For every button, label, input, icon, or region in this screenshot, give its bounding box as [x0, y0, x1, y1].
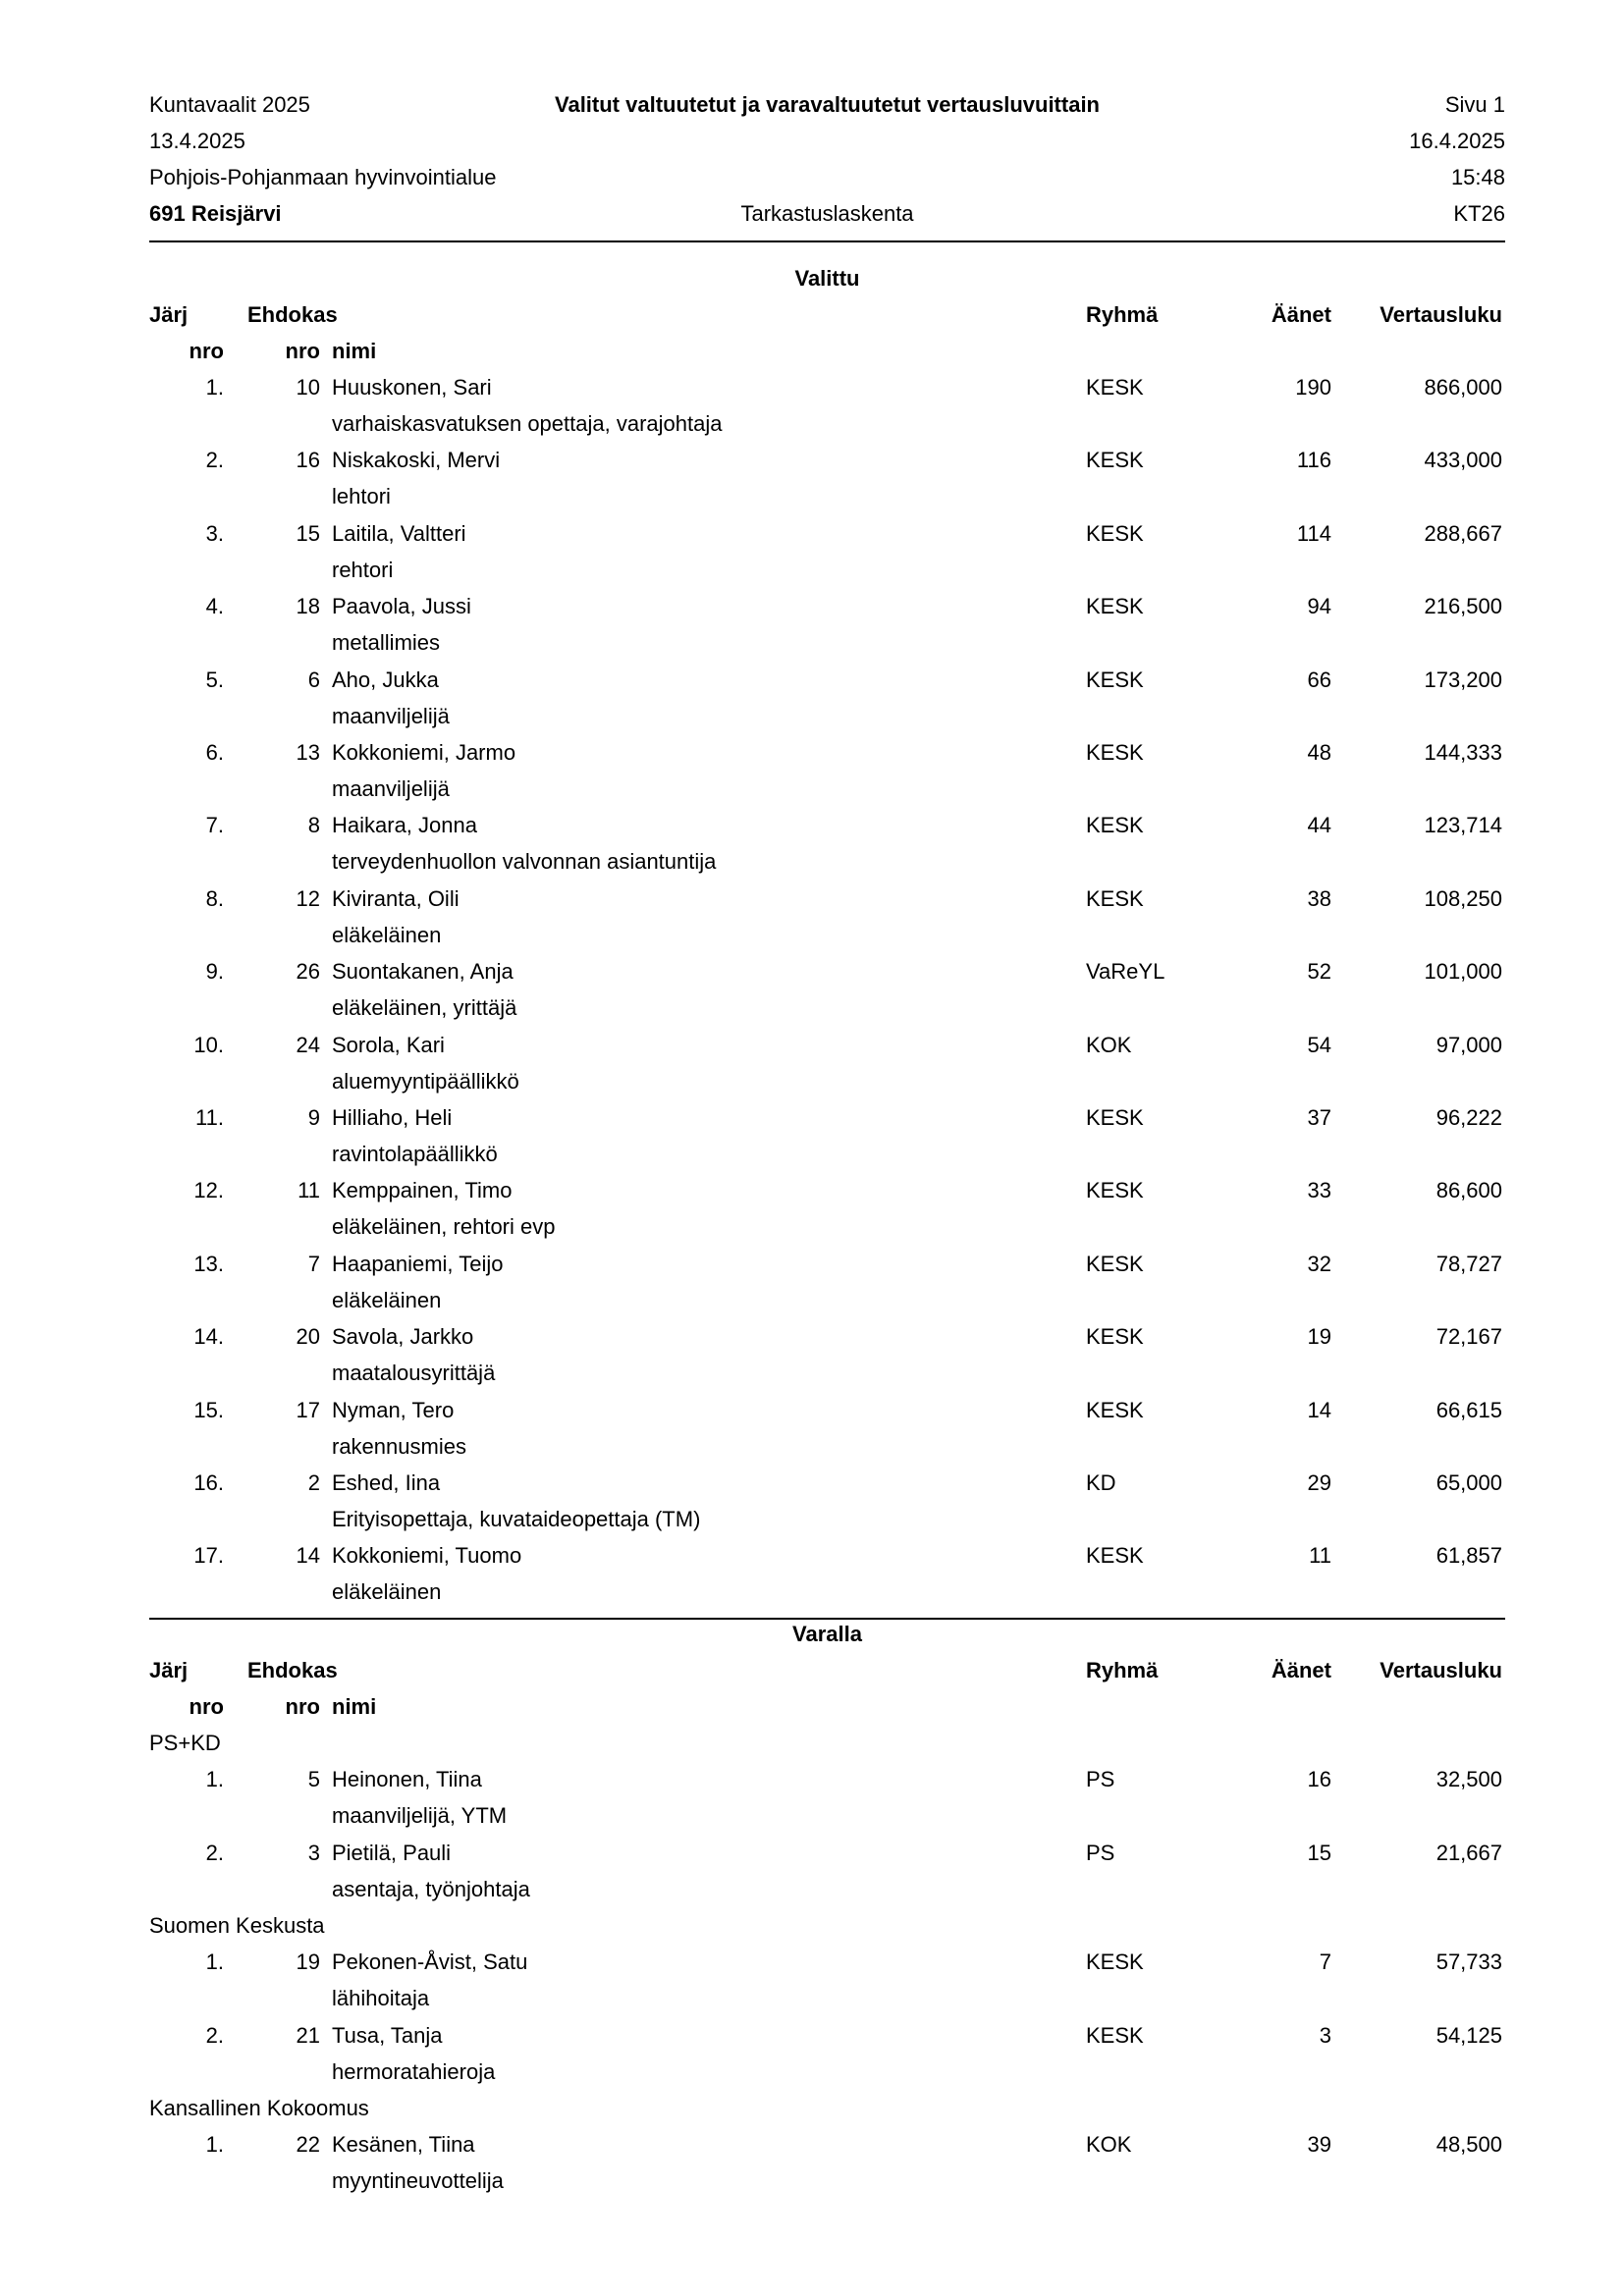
order-number: 1. [205, 1949, 224, 1974]
candidate-group: KESK [1086, 1398, 1144, 1422]
candidate-votes: 29 [1307, 1470, 1331, 1495]
deputy-group-label: Kansallinen Kokoomus [149, 2096, 369, 2120]
candidate-votes: 32 [1307, 1252, 1331, 1276]
candidate-occupation: Erityisopettaja, kuvataideopettaja (TM) [332, 1507, 701, 1532]
candidate-occupation: eläkeläinen [332, 1579, 442, 1605]
candidate-group: KESK [1086, 521, 1144, 546]
candidate-occupation: eläkeläinen [332, 1288, 442, 1313]
candidate-name: Aho, Jukka [332, 667, 439, 692]
candidate-ratio: 96,222 [1435, 1105, 1502, 1130]
candidate-number: 22 [296, 2132, 320, 2157]
candidate-name: Haapaniemi, Teijo [332, 1252, 504, 1276]
candidate-row [149, 1470, 1505, 1502]
candidate-name: Heinonen, Tiina [332, 1767, 482, 1791]
candidate-name: Pietilä, Pauli [332, 1841, 452, 1865]
col-ehdokas-nro: nro [285, 1694, 320, 1719]
candidate-row [149, 594, 1505, 625]
header-row-1 [149, 92, 1505, 124]
candidate-votes: 114 [1296, 521, 1331, 546]
candidate-occupation: lehtori [332, 484, 391, 509]
candidate-group: KESK [1086, 1105, 1144, 1130]
candidate-occupation: ravintolapäällikkö [332, 1142, 498, 1167]
candidate-group: KESK [1086, 740, 1144, 765]
header-divider [149, 240, 1505, 242]
candidate-ratio: 72,167 [1435, 1324, 1502, 1349]
candidate-ratio: 216,500 [1424, 594, 1502, 618]
candidate-occupation-row [149, 995, 1505, 1027]
candidate-ratio: 144,333 [1424, 740, 1502, 765]
candidate-occupation: myyntineuvottelija [332, 2168, 504, 2194]
report-title: Valitut valtuutetut ja varavaltuutetut vertausluvuittain [555, 92, 1100, 117]
candidate-occupation-row [149, 1579, 1505, 1611]
header-row-2 [149, 129, 1505, 160]
candidate-occupation: rakennusmies [332, 1434, 466, 1460]
election-name: Kuntavaalit 2025 [149, 92, 310, 117]
order-number: 16. [193, 1470, 224, 1495]
candidate-occupation: eläkeläinen, yrittäjä [332, 995, 517, 1021]
candidate-occupation: eläkeläinen [332, 923, 442, 948]
candidate-number: 12 [296, 886, 320, 911]
candidate-occupation-row [149, 1877, 1505, 1908]
candidate-group: KESK [1086, 1949, 1144, 1974]
col-ryhma: Ryhmä [1086, 1658, 1159, 1682]
candidate-ratio: 108,250 [1424, 886, 1502, 911]
col-aanet: Äänet [1271, 1658, 1331, 1682]
deputy-group-label: Suomen Keskusta [149, 1913, 325, 1938]
section-divider [149, 1618, 1505, 1620]
candidate-ratio: 123,714 [1424, 813, 1502, 837]
candidate-number: 21 [296, 2023, 320, 2048]
candidate-name: Pekonen-Åvist, Satu [332, 1949, 528, 1974]
order-number: 12. [193, 1178, 224, 1202]
candidate-occupation-row [149, 1507, 1505, 1538]
order-number: 8. [205, 886, 224, 911]
header-row-3 [149, 165, 1505, 196]
order-number: 6. [205, 740, 224, 765]
report-code: KT26 [1453, 201, 1505, 226]
election-date: 13.4.2025 [149, 129, 245, 153]
candidate-votes: 116 [1296, 448, 1331, 472]
candidate-votes: 11 [1309, 1543, 1331, 1568]
candidate-votes: 52 [1307, 959, 1331, 984]
order-number: 14. [193, 1324, 224, 1349]
candidate-row [149, 1324, 1505, 1356]
candidate-occupation-row [149, 849, 1505, 881]
col-ehdokas-nro: nro [285, 339, 320, 363]
candidate-ratio: 97,000 [1435, 1033, 1502, 1057]
candidate-occupation-row [149, 630, 1505, 662]
order-number: 2. [205, 448, 224, 472]
order-number: 3. [205, 521, 224, 546]
candidate-row [149, 1767, 1505, 1798]
candidate-number: 24 [296, 1033, 320, 1057]
order-number: 2. [205, 1841, 224, 1865]
candidate-row [149, 521, 1505, 553]
col-jarj-nro: nro [189, 1694, 224, 1719]
candidate-group: PS [1086, 1767, 1115, 1791]
candidate-votes: 15 [1307, 1841, 1331, 1865]
candidate-number: 19 [296, 1949, 320, 1974]
candidate-number: 20 [296, 1324, 320, 1349]
candidate-row [149, 1178, 1505, 1209]
order-number: 17. [193, 1543, 224, 1568]
candidate-votes: 3 [1319, 2023, 1331, 2048]
col-nimi: nimi [332, 1694, 377, 1719]
candidate-group: PS [1086, 1841, 1115, 1865]
column-header-row [149, 302, 1505, 334]
candidate-group: KESK [1086, 667, 1144, 692]
candidate-name: Sorola, Kari [332, 1033, 445, 1057]
candidate-ratio: 65,000 [1435, 1470, 1502, 1495]
candidate-name: Eshed, Iina [332, 1470, 441, 1495]
candidate-occupation: maanviljelijä [332, 776, 450, 802]
candidate-row [149, 1252, 1505, 1283]
candidate-name: Kiviranta, Oili [332, 886, 460, 911]
candidate-name: Savola, Jarkko [332, 1324, 474, 1349]
candidate-votes: 94 [1307, 594, 1331, 618]
candidate-occupation: asentaja, työnjohtaja [332, 1877, 530, 1902]
candidate-occupation-row [149, 484, 1505, 515]
candidate-ratio: 86,600 [1435, 1178, 1502, 1202]
candidate-votes: 19 [1307, 1324, 1331, 1349]
candidate-name: Tusa, Tanja [332, 2023, 443, 2048]
candidate-occupation-row [149, 1986, 1505, 2017]
order-number: 9. [205, 959, 224, 984]
candidate-row [149, 813, 1505, 844]
candidate-name: Kokkoniemi, Tuomo [332, 1543, 522, 1568]
candidate-ratio: 57,733 [1435, 1949, 1502, 1974]
candidate-row [149, 1033, 1505, 1064]
candidate-group: VaReYL [1086, 959, 1165, 984]
candidate-occupation-row [149, 1288, 1505, 1319]
candidate-occupation: maanviljelijä, YTM [332, 1803, 508, 1829]
candidate-number: 15 [296, 521, 320, 546]
candidate-occupation-row [149, 411, 1505, 443]
candidate-row [149, 886, 1505, 918]
candidate-occupation: terveydenhuollon valvonnan asiantuntija [332, 849, 717, 875]
candidate-group: KOK [1086, 2132, 1132, 2157]
order-number: 7. [205, 813, 224, 837]
candidate-occupation: hermoratahieroja [332, 2059, 496, 2085]
candidate-occupation-row [149, 2059, 1505, 2091]
candidate-ratio: 78,727 [1435, 1252, 1502, 1276]
print-time: 15:48 [1450, 165, 1505, 189]
candidate-group: KESK [1086, 2023, 1144, 2048]
candidate-ratio: 866,000 [1424, 375, 1502, 400]
column-subheader-row [149, 339, 1505, 370]
candidate-name: Laitila, Valtteri [332, 521, 466, 546]
order-number: 1. [205, 2132, 224, 2157]
candidate-group: KD [1086, 1470, 1116, 1495]
candidate-number: 6 [307, 667, 320, 692]
candidate-votes: 7 [1319, 1949, 1331, 1974]
candidate-group: KESK [1086, 594, 1144, 618]
candidate-number: 8 [307, 813, 320, 837]
candidate-occupation: lähihoitaja [332, 1986, 430, 2011]
candidate-group: KESK [1086, 886, 1144, 911]
count-type: Tarkastuslaskenta [740, 201, 914, 226]
candidate-votes: 33 [1307, 1178, 1331, 1202]
candidate-occupation-row [149, 923, 1505, 954]
candidate-occupation: varhaiskasvatuksen opettaja, varajohtaja [332, 411, 723, 437]
candidate-votes: 44 [1307, 813, 1331, 837]
candidate-ratio: 21,667 [1435, 1841, 1502, 1865]
candidate-row [149, 2023, 1505, 2055]
candidate-occupation: rehtori [332, 558, 394, 583]
col-ryhma: Ryhmä [1086, 302, 1159, 327]
candidate-occupation-row [149, 1361, 1505, 1392]
order-number: 2. [205, 2023, 224, 2048]
candidate-votes: 48 [1307, 740, 1331, 765]
candidate-votes: 190 [1295, 375, 1331, 400]
candidate-number: 17 [296, 1398, 320, 1422]
candidate-group: KESK [1086, 1178, 1144, 1202]
candidate-votes: 38 [1307, 886, 1331, 911]
candidate-name: Hilliaho, Heli [332, 1105, 453, 1130]
col-aanet: Äänet [1271, 302, 1331, 327]
order-number: 10. [193, 1033, 224, 1057]
candidate-row [149, 740, 1505, 772]
order-number: 1. [205, 375, 224, 400]
candidate-number: 2 [307, 1470, 320, 1495]
candidate-occupation-row [149, 1434, 1505, 1466]
candidate-row [149, 448, 1505, 479]
candidate-group: KESK [1086, 448, 1144, 472]
candidate-occupation: maatalousyrittäjä [332, 1361, 496, 1386]
candidate-occupation: metallimies [332, 630, 441, 656]
candidate-votes: 39 [1307, 2132, 1331, 2157]
candidate-row [149, 667, 1505, 699]
candidate-occupation-row [149, 704, 1505, 735]
candidate-ratio: 433,000 [1424, 448, 1502, 472]
candidate-name: Paavola, Jussi [332, 594, 471, 618]
candidate-name: Kesänen, Tiina [332, 2132, 475, 2157]
candidate-occupation-row [149, 2168, 1505, 2200]
candidate-name: Haikara, Jonna [332, 813, 477, 837]
page-number: Sivu 1 [1444, 92, 1505, 117]
candidate-row [149, 1105, 1505, 1137]
candidate-occupation-row [149, 776, 1505, 808]
candidate-group: KESK [1086, 1324, 1144, 1349]
candidate-occupation-row [149, 1214, 1505, 1246]
order-number: 11. [195, 1105, 224, 1130]
candidate-votes: 66 [1307, 667, 1331, 692]
order-number: 15. [193, 1398, 224, 1422]
candidate-row [149, 1949, 1505, 1981]
candidate-number: 3 [307, 1841, 320, 1865]
candidate-row [149, 1398, 1505, 1429]
deputy-group-label: PS+KD [149, 1731, 221, 1755]
candidate-name: Kemppainen, Timo [332, 1178, 513, 1202]
candidate-occupation-row [149, 1803, 1505, 1835]
candidate-row [149, 2132, 1505, 2163]
candidate-row [149, 1543, 1505, 1575]
candidate-name: Kokkoniemi, Jarmo [332, 740, 516, 765]
order-number: 1. [205, 1767, 224, 1791]
candidate-group: KESK [1086, 1543, 1144, 1568]
candidate-name: Niskakoski, Mervi [332, 448, 501, 472]
candidate-occupation: maanviljelijä [332, 704, 450, 729]
candidate-group: KOK [1086, 1033, 1132, 1057]
order-number: 4. [205, 594, 224, 618]
candidate-name: Nyman, Tero [332, 1398, 455, 1422]
candidate-number: 14 [296, 1543, 320, 1568]
region-name: Pohjois-Pohjanmaan hyvinvointialue [149, 165, 497, 189]
candidate-ratio: 61,857 [1435, 1543, 1502, 1568]
order-number: 5. [205, 667, 224, 692]
candidate-group: KESK [1086, 375, 1144, 400]
deputies-section-title: Varalla [792, 1622, 862, 1646]
candidate-number: 7 [307, 1252, 320, 1276]
candidate-occupation: eläkeläinen, rehtori evp [332, 1214, 556, 1240]
candidate-number: 16 [296, 448, 320, 472]
elected-section-title: Valittu [794, 266, 860, 291]
candidate-group: KESK [1086, 813, 1144, 837]
candidate-occupation-row [149, 1142, 1505, 1173]
deputies-column-subheader-row [149, 1694, 1505, 1726]
candidate-ratio: 101,000 [1424, 959, 1502, 984]
print-date: 16.4.2025 [1409, 129, 1505, 153]
candidate-ratio: 54,125 [1435, 2023, 1502, 2048]
candidate-group: KESK [1086, 1252, 1144, 1276]
candidate-row [149, 375, 1505, 406]
candidate-number: 9 [307, 1105, 320, 1130]
candidate-name: Huuskonen, Sari [332, 375, 492, 400]
candidate-ratio: 288,667 [1424, 521, 1502, 546]
candidate-votes: 54 [1307, 1033, 1331, 1057]
col-vertausluku: Vertausluku [1380, 1658, 1502, 1682]
col-nimi: nimi [332, 339, 377, 363]
candidate-number: 26 [296, 959, 320, 984]
candidate-number: 5 [307, 1767, 320, 1791]
candidate-occupation-row [149, 1069, 1505, 1100]
header-row-4 [149, 201, 1505, 233]
candidate-row [149, 959, 1505, 990]
order-number: 13. [193, 1252, 224, 1276]
col-jarj-nro: nro [189, 339, 224, 363]
candidate-ratio: 48,500 [1435, 2132, 1502, 2157]
candidate-votes: 16 [1307, 1767, 1331, 1791]
candidate-number: 10 [296, 375, 320, 400]
candidate-votes: 37 [1307, 1105, 1331, 1130]
col-jarj: Järj [149, 302, 189, 327]
col-jarj: Järj [149, 1658, 189, 1682]
col-ehdokas: Ehdokas [247, 1658, 338, 1682]
candidate-votes: 14 [1307, 1398, 1331, 1422]
col-vertausluku: Vertausluku [1380, 302, 1502, 327]
deputies-column-header-row [149, 1658, 1505, 1689]
col-ehdokas: Ehdokas [247, 302, 338, 327]
candidate-name: Suontakanen, Anja [332, 959, 514, 984]
candidate-number: 11 [298, 1178, 320, 1202]
municipality-name: 691 Reisjärvi [149, 201, 282, 226]
candidate-number: 13 [296, 740, 320, 765]
candidate-ratio: 66,615 [1435, 1398, 1502, 1422]
candidate-ratio: 173,200 [1424, 667, 1502, 692]
candidate-occupation: aluemyyntipäällikkö [332, 1069, 519, 1095]
candidate-row [149, 1841, 1505, 1872]
candidate-number: 18 [296, 594, 320, 618]
candidate-ratio: 32,500 [1435, 1767, 1502, 1791]
candidate-occupation-row [149, 558, 1505, 589]
